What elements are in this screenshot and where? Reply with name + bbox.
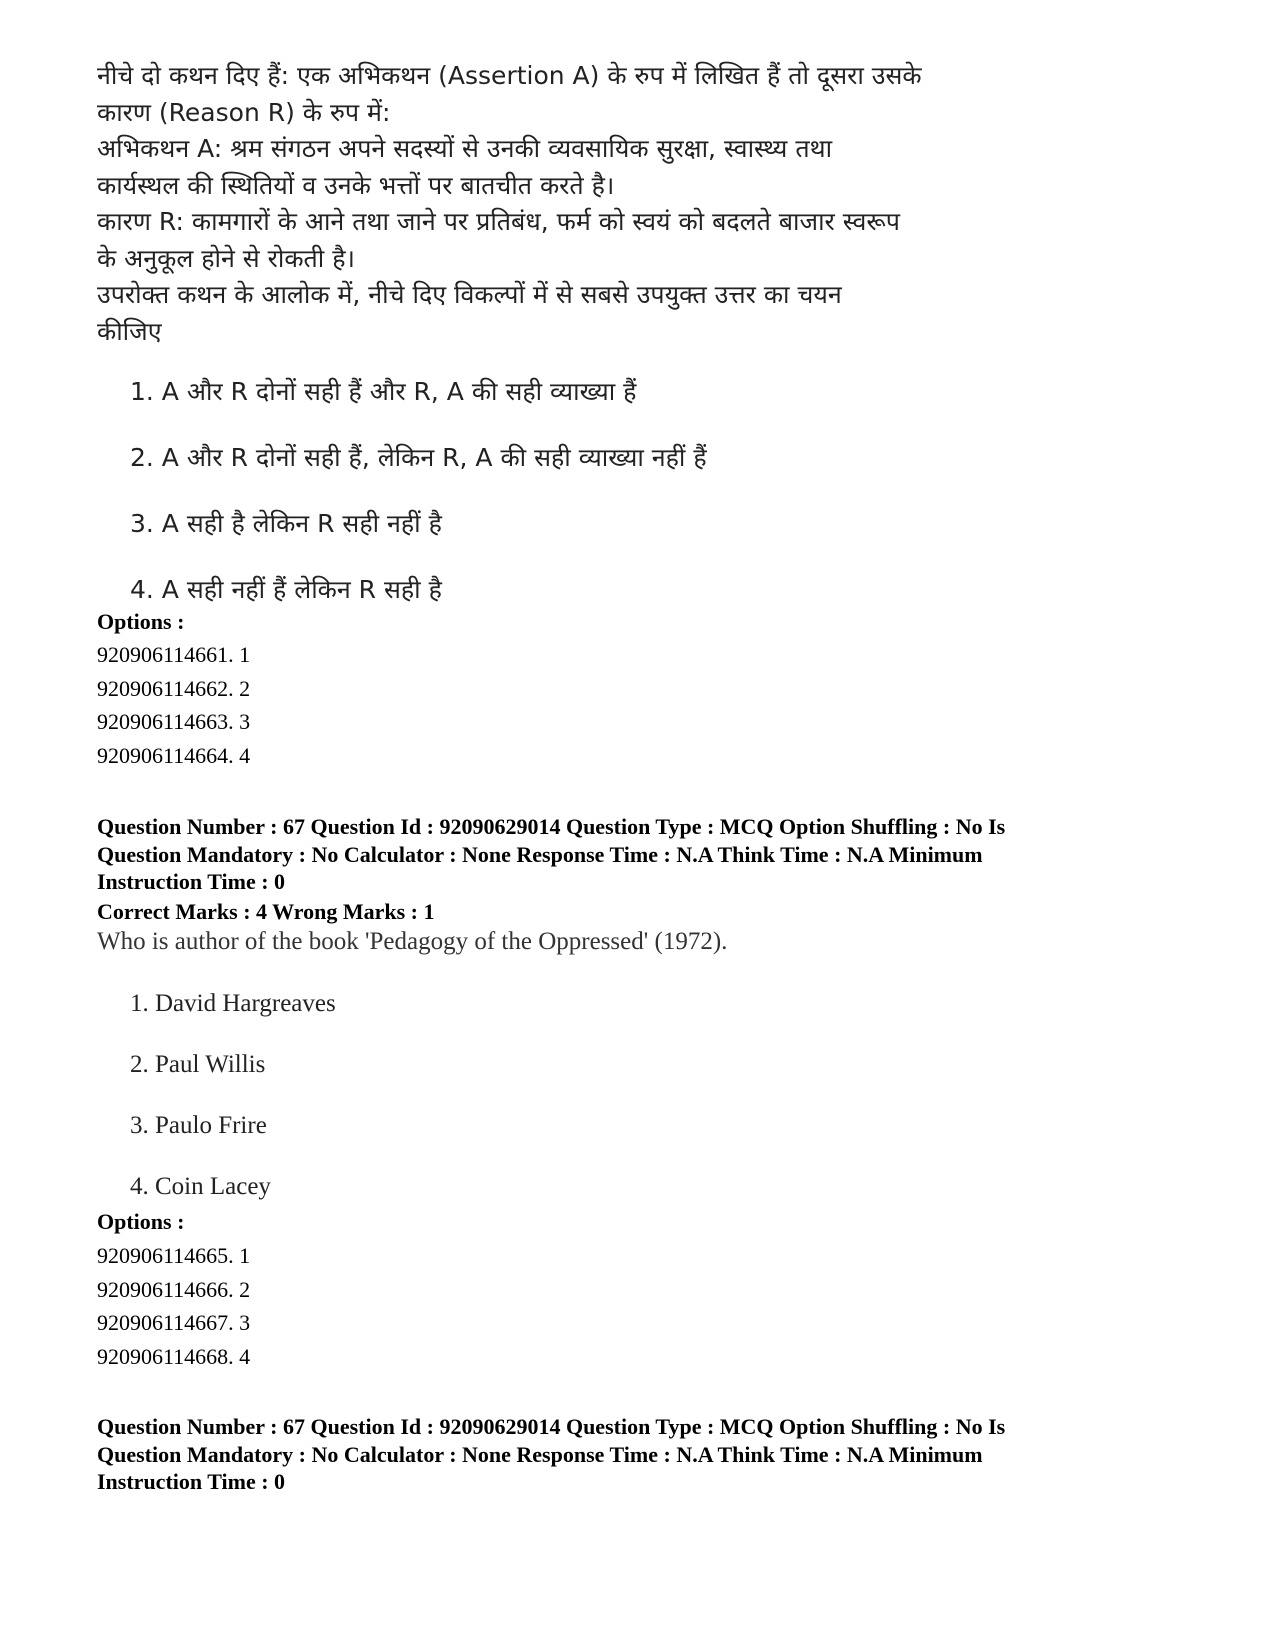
question-67-meta — [97, 813, 1207, 896]
choice-2: 2. A और R दोनों सही हैं, लेकिन R, A की सही व्याख्या नहीं हैं — [130, 443, 707, 472]
stem-line: कीजिए — [97, 316, 162, 346]
meta-line: Question Number : 67 Question Id : 92090629014 Question Type : MCQ Option Shuffling : No Is — [97, 1414, 1006, 1439]
stem-line: अभिकथन A: श्रम संगठन अपने सदस्यों से उनकी व्यवसायिक सुरक्षा, स्वास्थ्य तथा — [97, 134, 833, 163]
stem-line: कारण R: कामगारों के आने तथा जाने पर प्रतिबंध, फर्म को स्वयं को बदलते बाजार स्वरूप — [97, 207, 900, 236]
meta-line: Instruction Time : 0 — [97, 1469, 286, 1494]
stem-line: कार्यस्थल की स्थितियों व उनके भत्तों पर बातचीत करते है। — [97, 170, 615, 200]
option-id: 920906114668. 4 — [97, 1343, 251, 1369]
option-id: 920906114661. 1 — [97, 642, 251, 667]
question-66-stem — [97, 58, 1097, 350]
meta-line: Question Number : 67 Question Id : 92090629014 Question Type : MCQ Option Shuffling : No Is — [97, 814, 1006, 839]
marks-line: Correct Marks : 4 Wrong Marks : 1 — [97, 899, 435, 924]
meta-line: Question Mandatory : No Calculator : None Response Time : N.A Think Time : N.A Minimum — [97, 1441, 983, 1467]
option-id-list — [97, 1239, 250, 1373]
option-id-list — [97, 638, 250, 772]
stem-line: उपरोक्त कथन के आलोक में, नीचे दिए विकल्पों में से सबसे उपयुक्त उत्तर का चयन — [97, 280, 842, 309]
stem-line: नीचे दो कथन दिए हैं: एक अभिकथन (Assertion A) के रुप में लिखित हैं तो दूसरा उसके — [97, 61, 922, 90]
option-id: 920906114665. 1 — [97, 1243, 251, 1268]
question-67-text: Who is author of the book 'Pedagogy of the Oppressed' (1972). — [97, 928, 728, 955]
option-id: 920906114667. 3 — [97, 1310, 251, 1335]
option-id: 920906114664. 4 — [97, 742, 251, 768]
choice-4: 4. Coin Lacey — [130, 1173, 271, 1200]
choice-2: 2. Paul Willis — [130, 1051, 266, 1078]
option-id: 920906114663. 3 — [97, 709, 251, 734]
meta-line: Instruction Time : 0 — [97, 869, 286, 894]
option-id: 920906114666. 2 — [97, 1276, 251, 1302]
choice-1: 1. A और R दोनों सही हैं और R, A की सही व्याख्या हैं — [130, 377, 637, 406]
meta-line: Question Mandatory : No Calculator : None Response Time : N.A Think Time : N.A Minimum — [97, 841, 983, 867]
option-id: 920906114662. 2 — [97, 675, 251, 701]
stem-line: कारण (Reason R) के रुप में: — [97, 97, 391, 127]
choice-3: 3. Paulo Frire — [130, 1112, 267, 1139]
choice-4: 4. A सही नहीं हैं लेकिन R सही है — [130, 575, 442, 604]
options-label: Options : — [97, 1209, 185, 1234]
choice-1: 1. David Hargreaves — [130, 990, 336, 1017]
stem-line: के अनुकूल होने से रोकती है। — [97, 243, 355, 273]
options-label: Options : — [97, 609, 185, 634]
choice-3: 3. A सही है लेकिन R सही नहीं है — [130, 509, 442, 538]
question-68-meta — [97, 1413, 1207, 1496]
